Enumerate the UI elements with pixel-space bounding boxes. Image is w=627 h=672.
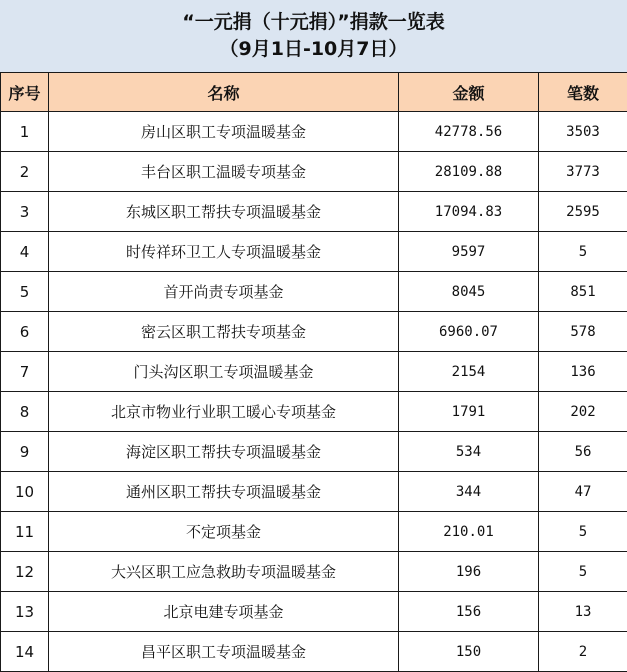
cell-count: 202 [539, 392, 627, 432]
cell-name: 东城区职工帮扶专项温暖基金 [49, 192, 399, 232]
table-row [1, 352, 627, 392]
header-count: 笔数 [539, 73, 627, 112]
cell-count: 578 [539, 312, 627, 352]
cell-name: 海淀区职工帮扶专项温暖基金 [49, 432, 399, 472]
cell-name: 首开尚责专项基金 [49, 272, 399, 312]
cell-index: 6 [1, 312, 49, 352]
cell-count: 5 [539, 232, 627, 272]
cell-amount: 1791 [399, 392, 539, 432]
cell-index: 5 [1, 272, 49, 312]
cell-index: 8 [1, 392, 49, 432]
cell-count: 56 [539, 432, 627, 472]
cell-name: 通州区职工帮扶专项温暖基金 [49, 472, 399, 512]
cell-amount: 210.01 [399, 512, 539, 552]
table-row [1, 472, 627, 512]
cell-amount: 156 [399, 592, 539, 632]
date-range: （9月1日-10月7日） [220, 36, 408, 63]
cell-name: 不定项基金 [49, 512, 399, 552]
cell-amount: 9597 [399, 232, 539, 272]
cell-count: 2595 [539, 192, 627, 232]
cell-name: 丰台区职工温暖专项基金 [49, 152, 399, 192]
cell-index: 11 [1, 512, 49, 552]
cell-amount: 17094.83 [399, 192, 539, 232]
cell-count: 47 [539, 472, 627, 512]
cell-name: 密云区职工帮扶专项基金 [49, 312, 399, 352]
header-row [1, 73, 627, 112]
cell-index: 13 [1, 592, 49, 632]
cell-index: 10 [1, 472, 49, 512]
cell-amount: 6960.07 [399, 312, 539, 352]
table-row [1, 592, 627, 632]
table-row [1, 112, 627, 152]
table-row [1, 232, 627, 272]
cell-count: 3503 [539, 112, 627, 152]
cell-name: 北京电建专项基金 [49, 592, 399, 632]
cell-count: 851 [539, 272, 627, 312]
cell-amount: 344 [399, 472, 539, 512]
page-title: “一元捐（十元捐）”捐款一览表 [182, 9, 444, 36]
cell-name: 门头沟区职工专项温暖基金 [49, 352, 399, 392]
cell-amount: 150 [399, 632, 539, 672]
table-row [1, 512, 627, 552]
cell-name: 大兴区职工应急救助专项温暖基金 [49, 552, 399, 592]
table-row [1, 632, 627, 672]
cell-amount: 28109.88 [399, 152, 539, 192]
cell-count: 136 [539, 352, 627, 392]
cell-count: 5 [539, 512, 627, 552]
cell-index: 12 [1, 552, 49, 592]
cell-amount: 196 [399, 552, 539, 592]
cell-count: 2 [539, 632, 627, 672]
header-amount: 金额 [399, 73, 539, 112]
header-name: 名称 [49, 73, 399, 112]
table-row [1, 432, 627, 472]
cell-amount: 534 [399, 432, 539, 472]
cell-name: 时传祥环卫工人专项温暖基金 [49, 232, 399, 272]
table-row [1, 192, 627, 232]
table-row [1, 152, 627, 192]
cell-index: 9 [1, 432, 49, 472]
cell-index: 4 [1, 232, 49, 272]
cell-index: 14 [1, 632, 49, 672]
header-index: 序号 [1, 73, 49, 112]
table-row [1, 392, 627, 432]
cell-index: 1 [1, 112, 49, 152]
cell-name: 北京市物业行业职工暖心专项基金 [49, 392, 399, 432]
title-block [0, 0, 627, 73]
table-row [1, 312, 627, 352]
cell-index: 3 [1, 192, 49, 232]
cell-count: 13 [539, 592, 627, 632]
cell-index: 2 [1, 152, 49, 192]
cell-count: 5 [539, 552, 627, 592]
table-row [1, 552, 627, 592]
cell-name: 昌平区职工专项温暖基金 [49, 632, 399, 672]
cell-amount: 42778.56 [399, 112, 539, 152]
cell-count: 3773 [539, 152, 627, 192]
cell-name: 房山区职工专项温暖基金 [49, 112, 399, 152]
donation-table [0, 72, 627, 672]
cell-amount: 2154 [399, 352, 539, 392]
cell-amount: 8045 [399, 272, 539, 312]
table-row [1, 272, 627, 312]
cell-index: 7 [1, 352, 49, 392]
